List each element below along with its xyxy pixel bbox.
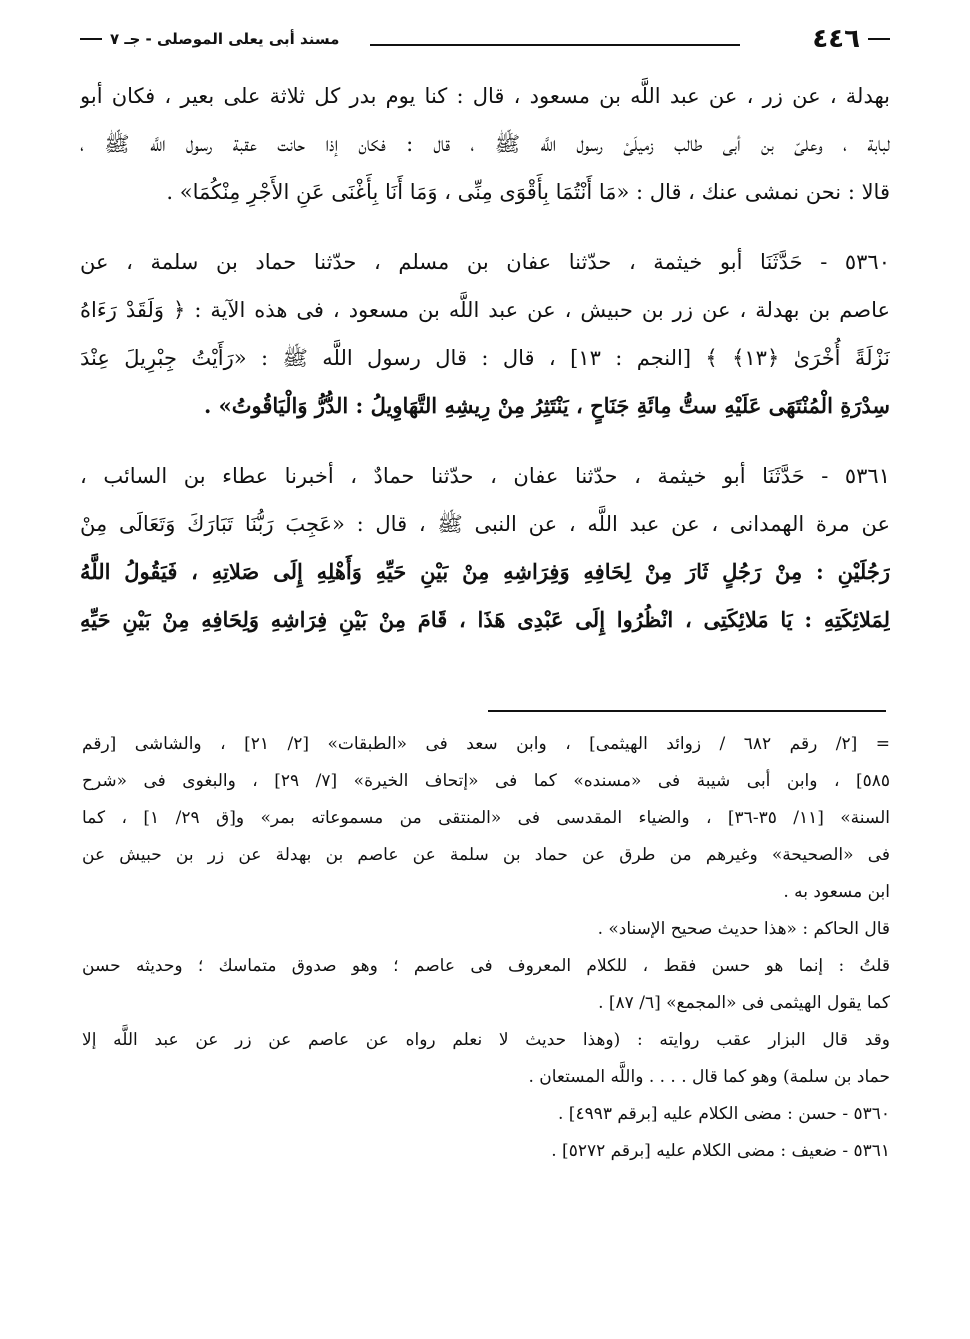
- header-dash: [868, 38, 890, 40]
- footnote-line: السنة» [١١/ ٣٥-٣٦] ، والضياء المقدسى فى «المنتقى من مسموعاته بمر» و[ق ٢٩/ ١] ، كما: [82, 808, 890, 828]
- grading-5361: ٥٣٦١ - ضعيف : مضى الكلام عليه [برقم ٥٢٧٢] .: [551, 1141, 890, 1161]
- header-dash: [80, 38, 102, 40]
- footnote-line: وقد قال البزار عقب روايته : (وهذا حديث لا نعلم رواه عن عاصم عن زر عن عبد اللَّه إلا: [82, 1030, 890, 1050]
- hadith-5360-opening: ٥٣٦٠ - حَدَّثَنَا أبو خيثمة ، حدّثنا عفان بن مسلم ، حدّثنا حماد بن سلمة ، عن: [80, 250, 890, 274]
- header-rule: [370, 44, 740, 46]
- grading-5360: ٥٣٦٠ - حسن : مضى الكلام عليه [برقم ٤٩٩٣] .: [557, 1104, 890, 1124]
- text-line: رَجُلَيْنِ : مِنْ رَجُلٍ ثَارَ مِنْ لِحَافِهِ وَفِرَاشِهِ مِنْ بَيْنِ حَيِّهِ وَأَهْلِهِ إِلَى صَلاتِهِ ، فَيَقُولُ اللَّهُ: [80, 559, 890, 584]
- text-line: عاصم بن بهدلة ، عن زر بن حبيش ، عن عبد اللَّه بن مسعود ، فى هذه الآية : ﴿ وَلَقَدْ رَءَاهُ: [80, 298, 890, 322]
- footnote-line: كما يقول الهيثمى فى «المجمع» [٦/ ٨٧] .: [598, 993, 890, 1013]
- footnote-line: فى «الصحيحة» وغيرهم من طرق عن حماد بن سلمة عن عاصم بن بهدلة عن زر بن حبيش عن: [82, 845, 890, 865]
- running-header: [80, 24, 890, 58]
- footnote-line: ابن مسعود به .: [783, 882, 890, 902]
- text-line: لِمَلائِكَتِهِ : يَا مَلائِكَتِى ، انْظُرُوا إِلَى عَبْدِى هَذَا ، قَامَ مِنْ بَيْنِ فِرَاشِهِ وَلِحَافِهِ مِنْ بَيْنِ حَيِّهِ: [80, 607, 890, 632]
- page-number: ٤٤٦: [812, 24, 860, 54]
- footnote-line: = [٢/ رقم ٦٨٢ / زوائد الهيثمى] ، وابن سعد فى «الطبقات» [٢/ ٢١] ، والشاشى [رقم: [82, 734, 890, 754]
- footnotes: [82, 726, 890, 1170]
- text-line: لبابة ، وعلىّ بن أبى طالب زميلَىْ رسول اللَّه ﷺ ، قال : فكان إذا حانت عقبة رسول اللَّه ﷺ ،: [80, 132, 890, 156]
- hadith-5361-opening: ٥٣٦١ - حَدَّثَنَا أبو خيثمة ، حدّثنا عفان ، حدّثنا حمادٌ ، أخبرنا عطاء بن السائب ،: [80, 464, 890, 488]
- text-line: بهدلة ، عن زر ، عن عبد اللَّه بن مسعود ، قال : كنا يوم بدر كل ثلاثة على بعير ، فكان أبو: [80, 84, 890, 108]
- text-line: سِدْرَةِ الْمُنْتَهَى عَلَيْهِ ستُّ مِائَةِ جَنَاحٍ ، يَنْتَثِرُ مِنْ رِيشِهِ التَّهَاوِيلُ : الدُّرُّ وَالْيَاقُوتُ» .: [204, 393, 890, 418]
- footnote-line: ٥٨٥] ، وابن أبى شيبة فى «مسنده» كما فى «إتحاف الخيرة» [٧/ ٢٩] ، والبغوى فى «شرح: [82, 771, 890, 791]
- text-line: نَزْلَةً أُخْرَىٰ ﴿١٣﴾ ﴾ [النجم : ١٣] ، قال : قال رسول اللَّه ﷺ : «رَأَيْتُ جِبْرِيلَ عِنْدَ: [80, 346, 890, 370]
- footnote-separator: [488, 710, 886, 712]
- running-title-group: [80, 30, 339, 48]
- text-line: قالا : نحن نمشى عنك ، قال : «مَا أَنْتُمَا بِأَقْوَى مِنِّى ، وَمَا أَنَا بِأَغْنَى عَنِ الأَجْرِ مِنْكُمَا» .: [166, 180, 890, 204]
- main-text: [80, 72, 890, 644]
- running-title: مسند أبى يعلى الموصلى - جـ ٧: [110, 30, 340, 48]
- text-line: عن مرة الهمدانى ، عن عبد اللَّه ، عن النبى ﷺ ، قال : «عَجِبَ رَبُّنَا تَبَارَكَ وَتَعَالَى مِنْ: [80, 512, 890, 536]
- footnote-line: حماد بن سلمة) وهو كما قال . . . . واللَّه المستعان .: [528, 1067, 890, 1087]
- page-number-group: [812, 24, 890, 54]
- footnote-line: قال الحاكم : «هذا حديث صحيح الإسناد» .: [597, 919, 890, 939]
- footnote-line: قلتُ : إنما هو حسن فقط ، للكلام المعروف فى عاصم ؛ وهو صدوق متماسك ؛ وحديثه حسن: [82, 956, 890, 976]
